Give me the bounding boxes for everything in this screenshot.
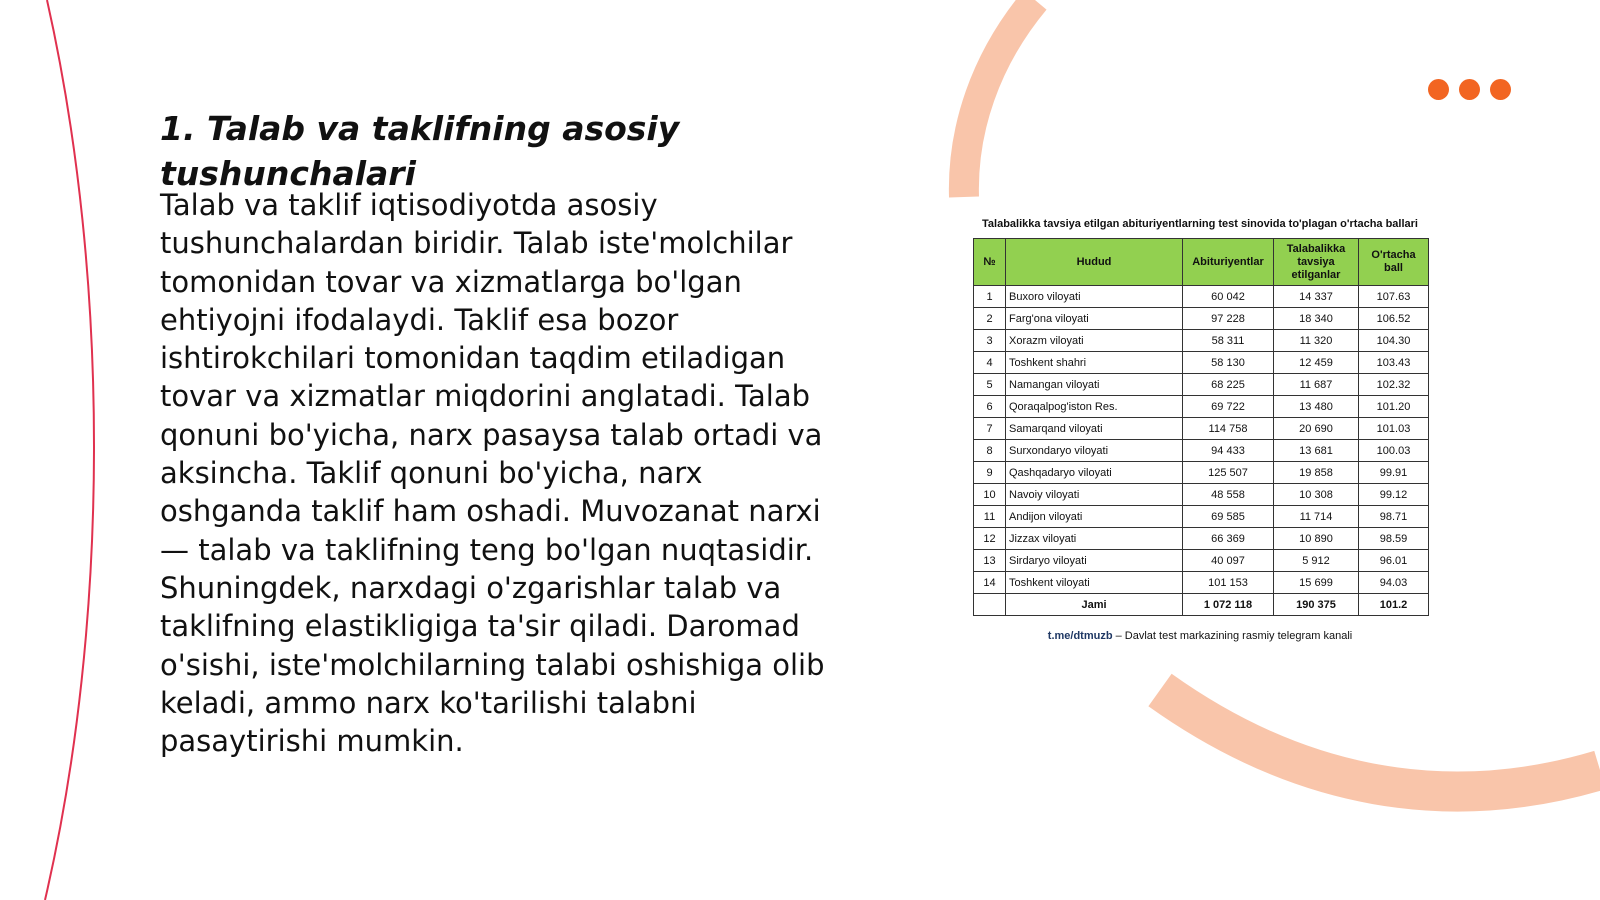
cell-number: 2 [974,308,1006,330]
cell-applicants: 58 130 [1183,352,1274,374]
cell-region: Samarqand viloyati [1006,418,1183,440]
cell-recommended: 11 687 [1274,374,1359,396]
cell-applicants: 97 228 [1183,308,1274,330]
cell-number: 9 [974,462,1006,484]
cell-average-score: 106.52 [1359,308,1429,330]
table-header-row [974,239,1429,286]
header-recommended: Talabalikka tavsiya etilganlar [1274,239,1359,286]
cell-region: Farg'ona viloyati [1006,308,1183,330]
header-region: Hudud [1006,239,1183,286]
cell-average-score: 100.03 [1359,440,1429,462]
table-row [974,418,1429,440]
table-body [974,286,1429,616]
cell-region: Navoiy viloyati [1006,484,1183,506]
cell-region: Andijon viloyati [1006,506,1183,528]
cell-average-score: 107.63 [1359,286,1429,308]
cell-average-score: 101.03 [1359,418,1429,440]
cell-average-score: 98.71 [1359,506,1429,528]
cell-applicants: 68 225 [1183,374,1274,396]
cell-average-score: 101.2 [1359,594,1429,616]
cell-recommended: 14 337 [1274,286,1359,308]
cell-region: Surxondaryo viloyati [1006,440,1183,462]
cell-recommended: 5 912 [1274,550,1359,572]
cell-region: Qashqadaryo viloyati [1006,462,1183,484]
cell-average-score: 94.03 [1359,572,1429,594]
cell-recommended: 11 714 [1274,506,1359,528]
cell-region: Toshkent shahri [1006,352,1183,374]
cell-region: Toshkent viloyati [1006,572,1183,594]
cell-applicants: 58 311 [1183,330,1274,352]
table-figure [960,217,1440,642]
cell-region: Jami [1006,594,1183,616]
cell-average-score: 96.01 [1359,550,1429,572]
cell-number: 3 [974,330,1006,352]
table-caption: Talabalikka tavsiya etilgan abituriyentlarning test sinovida to'plagan o'rtacha ballari [982,218,1418,230]
dot [1490,79,1511,100]
cell-recommended: 18 340 [1274,308,1359,330]
cell-number [974,594,1006,616]
cell-applicants: 69 585 [1183,506,1274,528]
table-row [974,286,1429,308]
cell-recommended: 10 890 [1274,528,1359,550]
cell-recommended: 13 480 [1274,396,1359,418]
cell-average-score: 98.59 [1359,528,1429,550]
cell-region: Xorazm viloyati [1006,330,1183,352]
header-number: № [974,239,1006,286]
cell-region: Qoraqalpog'iston Res. [1006,396,1183,418]
table-row [974,374,1429,396]
bottom-arc-decoration [1160,690,1600,792]
more-dots-icon [1428,79,1511,100]
cell-number: 4 [974,352,1006,374]
table-row [974,484,1429,506]
top-arc-decoration [964,0,1035,197]
cell-region: Sirdaryo viloyati [1006,550,1183,572]
table-row [974,330,1429,352]
cell-applicants: 125 507 [1183,462,1274,484]
slide-title: 1. Talab va taklifning asosiy tushunchalari [160,109,680,193]
results-table [973,238,1429,616]
cell-average-score: 99.12 [1359,484,1429,506]
table-row [974,396,1429,418]
table-row [974,462,1429,484]
cell-recommended: 190 375 [1274,594,1359,616]
cell-average-score: 104.30 [1359,330,1429,352]
header-applicants: Abituriyentlar [1183,239,1274,286]
cell-number: 1 [974,286,1006,308]
cell-recommended: 15 699 [1274,572,1359,594]
cell-recommended: 11 320 [1274,330,1359,352]
table-row [974,506,1429,528]
cell-recommended: 10 308 [1274,484,1359,506]
table-row [974,528,1429,550]
cell-applicants: 114 758 [1183,418,1274,440]
cell-applicants: 60 042 [1183,286,1274,308]
cell-recommended: 13 681 [1274,440,1359,462]
cell-region: Jizzax viloyati [1006,528,1183,550]
cell-recommended: 19 858 [1274,462,1359,484]
cell-recommended: 12 459 [1274,352,1359,374]
cell-number: 8 [974,440,1006,462]
cell-applicants: 1 072 118 [1183,594,1274,616]
table-total-row [974,594,1429,616]
table-row [974,308,1429,330]
cell-number: 5 [974,374,1006,396]
cell-applicants: 69 722 [1183,396,1274,418]
left-curve-line [45,0,94,900]
table-row [974,440,1429,462]
table-row [974,550,1429,572]
cell-region: Namangan viloyati [1006,374,1183,396]
cell-region: Buxoro viloyati [1006,286,1183,308]
cell-number: 12 [974,528,1006,550]
slide-body-text: Talab va taklif iqtisodiyotda asosiy tushunchalardan biridir. Talab iste'molchilar tomonidan tovar va xizmatlarga bo'lgan ehtiyojni ifodalaydi. Taklif esa bozor ishtirokchilari tomonidan taqdim etiladigan tovar va xizmatlar miqdorini anglatadi. Talab qonuni bo'yicha, narx pasaysa talab ortadi va aksincha. Taklif qonuni bo'yicha, narx oshganda taklif ham oshadi. Muvozanat narxi — talab va taklifning teng bo'lgan nuqtasidir. Shuningdek, narxdagi o'zgarishlar talab va taklifning elastikligiga ta'sir qiladi. Daromad o'sishi, iste'molchilarning talabi oshishiga olib keladi, ammo narx ko'tarilishi talabni pasaytirishi mumkin. [160,188,825,759]
dot [1459,79,1480,100]
cell-number: 13 [974,550,1006,572]
cell-average-score: 101.20 [1359,396,1429,418]
cell-applicants: 101 153 [1183,572,1274,594]
cell-average-score: 99.91 [1359,462,1429,484]
cell-number: 7 [974,418,1006,440]
header-average-score: O'rtacha ball [1359,239,1429,286]
table-row [974,572,1429,594]
source-text: – Davlat test markazining rasmiy telegram kanali [1112,630,1353,642]
cell-average-score: 103.43 [1359,352,1429,374]
table-row [974,352,1429,374]
cell-applicants: 66 369 [1183,528,1274,550]
cell-number: 14 [974,572,1006,594]
cell-applicants: 40 097 [1183,550,1274,572]
dot [1428,79,1449,100]
cell-applicants: 94 433 [1183,440,1274,462]
cell-number: 6 [974,396,1006,418]
cell-number: 10 [974,484,1006,506]
cell-average-score: 102.32 [1359,374,1429,396]
telegram-link[interactable]: t.me/dtmuzb [1047,630,1113,642]
cell-applicants: 48 558 [1183,484,1274,506]
cell-recommended: 20 690 [1274,418,1359,440]
cell-number: 11 [974,506,1006,528]
table-source [960,630,1440,642]
